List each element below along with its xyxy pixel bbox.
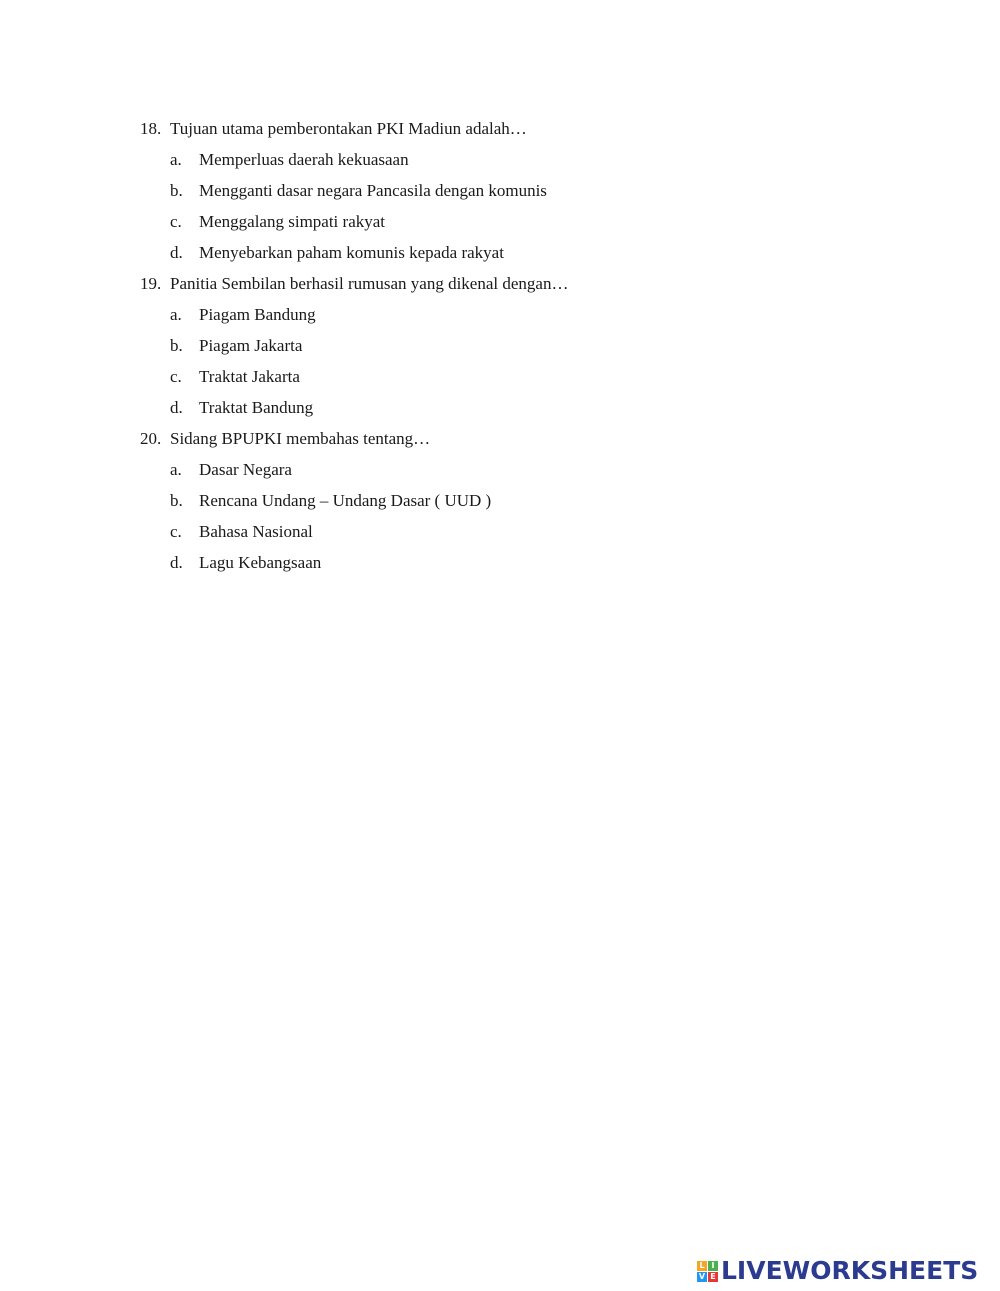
option-19-d — [140, 392, 900, 423]
option-text: Lagu Kebangsaan — [199, 553, 322, 572]
option-text: Piagam Jakarta — [199, 336, 303, 355]
option-18-c — [140, 206, 900, 237]
option-letter: d. — [170, 243, 183, 262]
option-letter: d. — [170, 553, 183, 572]
liveworksheets-brand — [697, 1256, 978, 1286]
option-letter: d. — [170, 398, 183, 417]
question-18 — [140, 113, 900, 144]
option-19-c — [140, 361, 900, 392]
question-number: 18. — [140, 119, 162, 138]
question-number: 19. — [140, 274, 162, 293]
question-19 — [140, 268, 900, 299]
option-20-d — [140, 547, 900, 578]
question-text: Panitia Sembilan berhasil rumusan yang dikenal dengan… — [170, 274, 569, 293]
option-text: Bahasa Nasional — [199, 522, 313, 541]
logo-letter-v: V — [698, 1271, 706, 1281]
question-list — [140, 113, 900, 578]
option-letter: a. — [170, 305, 182, 324]
liveworksheets-logo-icon — [697, 1261, 718, 1282]
option-text: Traktat Jakarta — [199, 367, 300, 386]
brand-name: LIVEWORKSHEETS — [721, 1256, 979, 1285]
option-letter: b. — [170, 491, 183, 510]
option-19-a — [140, 299, 900, 330]
option-20-a — [140, 454, 900, 485]
question-number: 20. — [140, 429, 162, 448]
option-18-b — [140, 175, 900, 206]
option-20-c — [140, 516, 900, 547]
logo-letter-e: E — [708, 1272, 718, 1282]
question-20 — [140, 423, 900, 454]
option-letter: b. — [170, 336, 183, 355]
option-letter: c. — [170, 212, 182, 231]
option-letter: c. — [170, 522, 182, 541]
option-18-a — [140, 144, 900, 175]
question-text: Tujuan utama pemberontakan PKI Madiun adalah… — [170, 119, 527, 138]
option-letter: a. — [170, 150, 182, 169]
option-20-b — [140, 485, 900, 516]
option-text: Dasar Negara — [199, 460, 292, 479]
option-letter: a. — [170, 460, 182, 479]
option-letter: b. — [170, 181, 183, 200]
option-text: Mengganti dasar negara Pancasila dengan komunis — [199, 181, 547, 200]
option-text: Menyebarkan paham komunis kepada rakyat — [199, 243, 504, 262]
logo-letter-l: L — [697, 1261, 707, 1271]
question-text: Sidang BPUPKI membahas tentang… — [170, 429, 431, 448]
option-text: Memperluas daerah kekuasaan — [199, 150, 409, 169]
option-letter: c. — [170, 367, 182, 386]
option-18-d — [140, 237, 900, 268]
option-text: Piagam Bandung — [199, 305, 316, 324]
option-19-b — [140, 330, 900, 361]
option-text: Traktat Bandung — [199, 398, 314, 417]
option-text: Rencana Undang – Undang Dasar ( UUD ) — [199, 491, 492, 510]
option-text: Menggalang simpati rakyat — [199, 212, 386, 231]
logo-letter-i: I — [708, 1261, 718, 1271]
